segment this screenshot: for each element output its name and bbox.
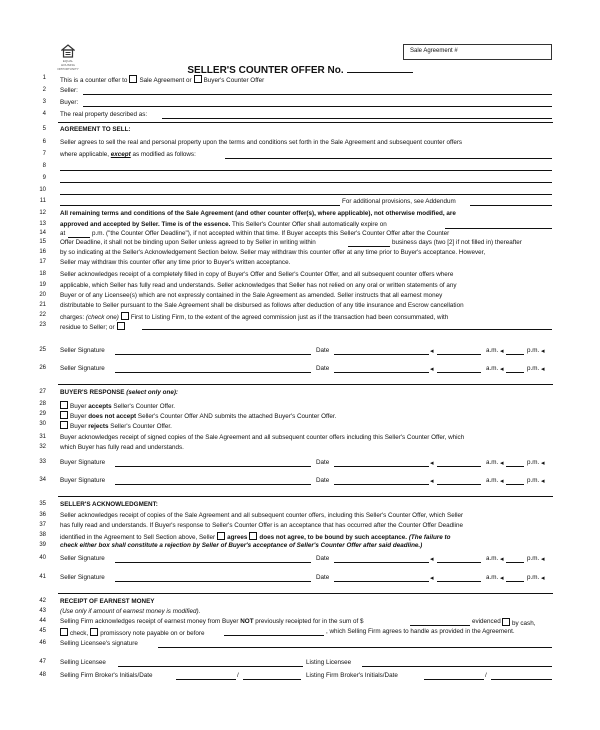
- sum-text: previously receipted for in the sum of $: [255, 618, 364, 625]
- date-label: Date: [316, 365, 330, 372]
- line-36: [0, 512, 600, 521]
- buyer-signature-field-1[interactable]: [115, 466, 311, 467]
- buyer-date-field-1[interactable]: [334, 466, 429, 467]
- modifications-field-3[interactable]: [60, 182, 552, 183]
- listing-licensee-label: Listing Licensee: [306, 659, 352, 666]
- charges-text: charges:: [60, 314, 85, 321]
- date-label: Date: [316, 555, 330, 562]
- seller-ack-ampm-field-2[interactable]: [506, 581, 524, 582]
- promissory-note-checkbox[interactable]: [90, 628, 98, 636]
- line-number: 14: [39, 230, 46, 236]
- buyer-field[interactable]: [83, 106, 552, 107]
- seller-field[interactable]: [83, 94, 552, 95]
- line-number: 38: [39, 532, 46, 538]
- line-number: 20: [39, 292, 46, 298]
- line-number: 32: [39, 444, 46, 450]
- line-number: 21: [39, 302, 46, 308]
- sale-agreement-label: Sale Agreement #: [410, 48, 458, 54]
- buyer-label: Buyer:: [60, 99, 79, 106]
- modified-text: as modified as follows:: [132, 151, 196, 158]
- line-number: 45: [39, 628, 46, 634]
- does-not-agree-text: does not agree, to be bound by such acceptance.: [259, 534, 408, 541]
- selling-broker-date-field[interactable]: [243, 679, 301, 680]
- line-number: 30: [39, 421, 46, 427]
- receipt-text-3: Buyer or of any Licensee(s) which are not expressly contained in the Sale Agreement as amended. Seller instructs that all earnest money: [60, 292, 443, 299]
- line-5: [0, 126, 600, 135]
- first-to-listing-firm-text: First to Listing Firm, to the extent of the agreed commission just as if the transaction had been consummated, with: [130, 314, 449, 321]
- arrow-left-icon: ◂: [541, 575, 545, 582]
- check-checkbox[interactable]: [60, 628, 68, 636]
- line-number: 4: [42, 111, 46, 117]
- buyer-rejects-checkbox[interactable]: [60, 421, 68, 429]
- residue-text: residue to Seller; or: [60, 324, 115, 331]
- modifications-field-5[interactable]: [60, 205, 340, 206]
- seller-ack-date-field-2[interactable]: [334, 581, 429, 582]
- selling-broker-initials-label: Selling Firm Broker's Initials/Date: [60, 672, 153, 679]
- business-days-text: business days (two [2] if not filled in) thereafter: [392, 239, 522, 246]
- seller-label: Seller:: [60, 87, 78, 94]
- line-23: [0, 322, 600, 331]
- seller-ampm-field-1[interactable]: [506, 354, 524, 355]
- pm-label: p.m.: [527, 574, 540, 581]
- arrow-left-icon: ◂: [430, 366, 434, 373]
- line-number: 22: [39, 312, 46, 318]
- line-number: 5: [42, 126, 46, 132]
- logo-caption: EQUAL HOUSING OPPORTUNITY: [57, 59, 79, 71]
- receipt-text-1: Seller acknowledges receipt of a completely filled in copy of Buyer's Offer and Seller's Counter Offer, and all subsequent counter offers where: [60, 271, 454, 278]
- line-19: [0, 282, 600, 291]
- line-7: [0, 151, 600, 160]
- line-number: 37: [39, 522, 46, 528]
- title-text: SELLER'S COUNTER OFFER No.: [187, 65, 344, 76]
- line-number: 43: [39, 608, 46, 614]
- buyer-ack-text-1: Buyer acknowledges receipt of signed copies of the Sale Agreement and all subsequent counter offers including this Seller's Counter Offer, which: [60, 434, 465, 441]
- buyer-signature-label: Buyer Signature: [60, 477, 106, 484]
- seller-ack-text-2: has fully read and understands. If Buyer's response to Seller's Counter Offer is an acceptance that has occurred after the Counter Offer Deadline: [60, 522, 463, 529]
- expire-time-field[interactable]: [68, 237, 90, 238]
- line-number: 47: [39, 659, 46, 665]
- seller-ack-time-field-2[interactable]: [437, 581, 481, 582]
- date-label: Date: [316, 459, 330, 466]
- rejects-text: rejects: [88, 423, 109, 430]
- am-label: a.m.: [486, 347, 499, 354]
- check-text: check,: [70, 630, 89, 637]
- line-number: 16: [39, 249, 46, 255]
- arrow-left-icon: ◂: [500, 478, 504, 485]
- line-16: [0, 249, 600, 258]
- expire-text: This Seller's Counter Offer shall automatically expire on: [231, 221, 387, 228]
- line-2: [0, 87, 600, 96]
- arrow-left-icon: ◂: [430, 575, 434, 582]
- section-divider: [58, 496, 553, 497]
- pm-label: p.m.: [527, 477, 540, 484]
- line-15: [0, 239, 600, 248]
- arrow-left-icon: ◂: [500, 556, 504, 563]
- arrow-left-icon: ◂: [430, 348, 434, 355]
- seller-signature-label: Seller Signature: [60, 555, 105, 562]
- line-3: [0, 99, 600, 108]
- seller-ack-signature-field-2[interactable]: [115, 581, 311, 582]
- cash-checkbox[interactable]: [502, 618, 510, 626]
- buyers-counter-offer-checkbox[interactable]: [194, 75, 202, 83]
- seller-ampm-field-2[interactable]: [506, 372, 524, 373]
- line-number: 18: [39, 271, 46, 277]
- handle-text: , which Selling Firm agrees to handle as provided in the Agreement.: [326, 628, 515, 635]
- line-number: 6: [42, 139, 46, 145]
- line-number: 9: [42, 175, 46, 181]
- seller-ack-signature-field-1[interactable]: [115, 562, 311, 563]
- line-number: 17: [39, 259, 46, 265]
- date-label: Date: [316, 574, 330, 581]
- check-one-text: (check one): [85, 314, 119, 321]
- buyer-ampm-field-1[interactable]: [506, 466, 524, 467]
- line-number: 40: [39, 555, 46, 561]
- line-44: [0, 618, 600, 627]
- other-disbursement-field[interactable]: [142, 329, 552, 330]
- buyer-signature-field-2[interactable]: [115, 484, 311, 485]
- arrow-left-icon: ◂: [430, 460, 434, 467]
- buyers-response-heading: BUYER'S RESPONSE: [60, 389, 125, 396]
- arrow-left-icon: ◂: [541, 460, 545, 467]
- line-11: [0, 198, 600, 207]
- line-17: [0, 259, 600, 268]
- slash-text: /: [237, 672, 239, 679]
- arrow-left-icon: ◂: [541, 478, 545, 485]
- receipt-text-4: distributable to Seller pursuant to the Sale Agreement shall be disbursed as follows after deduction of any title insurance and Escrow cancellation: [60, 302, 464, 309]
- seller-signature-field-1[interactable]: [115, 354, 311, 355]
- selling-licensee-label: Selling Licensee: [60, 659, 106, 666]
- line-number: 12: [39, 210, 46, 216]
- modifications-field-2[interactable]: [60, 170, 552, 171]
- counter-offer-text: Seller's Counter Offer.: [113, 403, 176, 410]
- line-38: [0, 532, 600, 541]
- line-48: [0, 672, 600, 681]
- line-40: [0, 555, 600, 564]
- line-10: [0, 187, 600, 196]
- other-disbursement-checkbox[interactable]: [117, 322, 125, 330]
- seller-ack-date-field-1[interactable]: [334, 562, 429, 563]
- seller-time-field-2[interactable]: [437, 372, 481, 373]
- licensee-signature-field[interactable]: [158, 647, 552, 648]
- seller-date-field-2[interactable]: [334, 372, 429, 373]
- promissory-note-text: promissory note payable on or before: [100, 630, 205, 637]
- line-number: 19: [39, 282, 46, 288]
- line-22: [0, 312, 600, 321]
- line-35: [0, 501, 600, 510]
- line-47: [0, 659, 600, 668]
- selling-licensee-field[interactable]: [118, 666, 303, 667]
- seller-signature-label: Seller Signature: [60, 574, 105, 581]
- addendum-field[interactable]: [470, 205, 552, 206]
- acknowledgement-section-text: by so indicating at the Seller's Acknowledgement Section below. Seller may withdraw this counter offer at any time prior to Buyer's acceptance. However,: [60, 249, 486, 256]
- pm-label: p.m.: [527, 365, 540, 372]
- sale-agreement-checkbox[interactable]: [129, 75, 137, 83]
- line-31: [0, 434, 600, 443]
- am-label: a.m.: [486, 477, 499, 484]
- line-8: [0, 163, 600, 172]
- line-number: 46: [39, 640, 46, 646]
- seller-agrees-checkbox[interactable]: [217, 532, 225, 540]
- buyer-date-field-2[interactable]: [334, 484, 429, 485]
- am-label: a.m.: [486, 365, 499, 372]
- line-26: [0, 365, 600, 374]
- line-number: 33: [39, 459, 46, 465]
- line-number: 29: [39, 411, 46, 417]
- line-number: 2: [42, 87, 46, 93]
- line-34: [0, 477, 600, 486]
- section-divider: [58, 593, 553, 594]
- line-number: 28: [39, 401, 46, 407]
- line-number: 48: [39, 672, 46, 678]
- listing-broker-date-field[interactable]: [491, 679, 552, 680]
- line-number: 23: [39, 322, 46, 328]
- line-32: [0, 444, 600, 453]
- buyer-time-field-2[interactable]: [437, 484, 481, 485]
- buyer-accepts-checkbox[interactable]: [60, 401, 68, 409]
- submits-counter-text: Seller's Counter Offer AND submits the attached Buyer's Counter Offer.: [137, 413, 337, 420]
- arrow-left-icon: ◂: [430, 556, 434, 563]
- licensee-signature-label: Selling Licensee's signature: [60, 640, 138, 647]
- pm-label: p.m.: [527, 555, 540, 562]
- note-due-date-field[interactable]: [224, 635, 324, 636]
- line-number: 3: [42, 99, 46, 105]
- business-days-field[interactable]: [348, 246, 390, 247]
- counter-offer-number-field[interactable]: [347, 64, 413, 73]
- seller-ack-text-1: Seller acknowledges receipt of copies of the Sale Agreement and all subsequent counter offers, including this Seller's Counter Offer, which Seller: [60, 512, 464, 519]
- modifications-field-4[interactable]: [60, 194, 552, 195]
- line-27: [0, 389, 600, 398]
- seller-time-field-1[interactable]: [437, 354, 481, 355]
- line-number: 34: [39, 477, 46, 483]
- equal-housing-logo-icon: [61, 44, 75, 58]
- seller-signature-label: Seller Signature: [60, 365, 105, 372]
- listing-broker-initials-field[interactable]: [424, 679, 484, 680]
- buyer-ack-text-2: which Buyer has fully read and understands.: [60, 444, 184, 451]
- line-number: 31: [39, 434, 46, 440]
- earnest-amount-field[interactable]: [410, 625, 470, 626]
- arrow-left-icon: ◂: [500, 366, 504, 373]
- line-21: [0, 302, 600, 311]
- buyer-signature-label: Buyer Signature: [60, 459, 106, 466]
- section-divider: [58, 384, 553, 385]
- buyer-text: Buyer: [70, 403, 87, 410]
- arrow-left-icon: ◂: [541, 556, 545, 563]
- line-number: 39: [39, 542, 46, 548]
- line-12: [0, 210, 600, 219]
- line-number: 1: [42, 75, 46, 81]
- failure-text: (The failure to: [408, 534, 451, 541]
- by-cash-text: by cash,: [512, 620, 536, 627]
- agrees-text: agrees: [227, 534, 248, 541]
- arrow-left-icon: ◂: [500, 575, 504, 582]
- buyer-does-not-accept-checkbox[interactable]: [60, 411, 68, 419]
- arrow-left-icon: ◂: [430, 478, 434, 485]
- line-14: [0, 230, 600, 239]
- pm-label: p.m.: [527, 459, 540, 466]
- arrow-left-icon: ◂: [500, 348, 504, 355]
- addendum-label: For additional provisions, see Addendum: [342, 198, 456, 205]
- deadline-text: p.m. ("the Counter Offer Deadline"), if not accepted within that time. If Buyer accepts this Seller's Counter Offer after the Counter: [92, 230, 450, 237]
- agreement-text: Seller agrees to sell the real and personal property upon the terms and conditions set forth in the Sale Agreement and subsequent counter offers: [60, 139, 463, 146]
- line-13: [0, 221, 600, 230]
- seller-signature-field-2[interactable]: [115, 372, 311, 373]
- line-number: 10: [39, 187, 46, 193]
- line-9: [0, 175, 600, 184]
- seller-ack-time-field-1[interactable]: [437, 562, 481, 563]
- line-30: [0, 421, 600, 430]
- buyers-counter-offer-label: Buyer's Counter Offer: [203, 77, 265, 84]
- date-label: Date: [316, 347, 330, 354]
- arrow-left-icon: ◂: [541, 348, 545, 355]
- am-label: a.m.: [486, 555, 499, 562]
- first-to-listing-firm-checkbox[interactable]: [121, 312, 129, 320]
- line-33: [0, 459, 600, 468]
- line-25: [0, 347, 600, 356]
- line-number: 26: [39, 365, 46, 371]
- sale-agreement-number-field[interactable]: [403, 44, 552, 60]
- where-applicable-text: where applicable,: [60, 151, 110, 158]
- selling-broker-initials-field[interactable]: [176, 679, 236, 680]
- not-text: NOT: [240, 618, 254, 625]
- selling-firm-text: Selling Firm acknowledges receipt of earnest money from Buyer: [60, 618, 239, 625]
- buyer-text: Buyer: [70, 413, 87, 420]
- select-only-one-text: (select only one):: [126, 389, 179, 396]
- sale-agreement-label: Sale Agreement or: [139, 77, 192, 84]
- buyer-ampm-field-2[interactable]: [506, 484, 524, 485]
- counter-offer-to-label: This is a counter offer to: [60, 77, 128, 84]
- pm-label: p.m.: [527, 347, 540, 354]
- line-42: [0, 598, 600, 607]
- line-number: 36: [39, 512, 46, 518]
- line-45: [0, 628, 600, 637]
- identified-text: identified in the Agreement to Sell Section above, Seller: [60, 534, 216, 541]
- line-28: [0, 401, 600, 410]
- buyer-time-field-1[interactable]: [437, 466, 481, 467]
- line-4: [0, 111, 600, 120]
- seller-signature-label: Seller Signature: [60, 347, 105, 354]
- slash-text: /: [485, 672, 487, 679]
- at-text: at: [60, 230, 66, 237]
- line-number: 41: [39, 574, 46, 580]
- line-number: 13: [39, 221, 46, 227]
- seller-does-not-agree-checkbox[interactable]: [249, 532, 257, 540]
- line-number: 42: [39, 598, 46, 604]
- line-37: [0, 522, 600, 531]
- line-6: [0, 139, 600, 148]
- line-1: [0, 75, 600, 84]
- agreement-to-sell-heading: AGREEMENT TO SELL:: [60, 126, 131, 133]
- line-number: 25: [39, 347, 46, 353]
- receipt-text-2: applicable, which Seller has fully read and understands. Seller acknowledges that Seller has not relied on any oral or written statements of any: [60, 282, 457, 289]
- line-number: 8: [42, 163, 46, 169]
- accepts-text: accepts: [88, 403, 112, 410]
- arrow-left-icon: ◂: [541, 366, 545, 373]
- line-number: 27: [39, 389, 46, 395]
- listing-licensee-field[interactable]: [362, 666, 552, 667]
- line-43: [0, 608, 600, 617]
- modifications-field-1[interactable]: [225, 158, 552, 159]
- withdraw-text: Seller may withdraw this counter offer any time prior to Buyer's written acceptance.: [60, 259, 291, 266]
- am-label: a.m.: [486, 459, 499, 466]
- line-41: [0, 574, 600, 583]
- line-18: [0, 271, 600, 280]
- listing-broker-initials-label: Listing Firm Broker's Initials/Date: [306, 672, 398, 679]
- does-not-accept-text: does not accept: [88, 413, 137, 420]
- line-number: 15: [39, 239, 46, 245]
- line-number: 35: [39, 501, 46, 507]
- rejection-text: check either box shall constitute a rejection by Seller of Buyer's acceptance of Seller's Counter Offer after said deadline.): [60, 542, 423, 549]
- line-39: [0, 542, 600, 551]
- evidenced-text: evidenced: [472, 618, 501, 625]
- date-label: Date: [316, 477, 330, 484]
- binding-text: Offer Deadline, it shall not be binding upon Seller unless agreed to by Seller in writing within: [60, 239, 316, 246]
- sellers-acknowledgment-heading: SELLER'S ACKNOWLEDGMENT:: [60, 501, 158, 508]
- except-text: except: [110, 151, 131, 158]
- remaining-terms-text: All remaining terms and conditions of the Sale Agreement (and other counter offer(s), where applicable), not otherwise modified, are: [60, 210, 456, 217]
- line-number: 11: [39, 198, 46, 204]
- am-label: a.m.: [486, 574, 499, 581]
- arrow-left-icon: ◂: [500, 460, 504, 467]
- earnest-money-heading: RECEIPT OF EARNEST MONEY: [60, 598, 155, 605]
- seller-ack-ampm-field-1[interactable]: [506, 562, 524, 563]
- property-label: The real property described as:: [60, 111, 148, 118]
- buyer-text: Buyer: [70, 423, 87, 430]
- time-essence-text: approved and accepted by Seller. Time is of the essence.: [60, 221, 231, 228]
- property-field[interactable]: [162, 118, 552, 119]
- line-number: 7: [42, 151, 46, 157]
- expire-date-field[interactable]: [445, 228, 552, 229]
- line-29: [0, 411, 600, 420]
- counter-offer-text: Seller's Counter Offer.: [110, 423, 172, 430]
- line-20: [0, 292, 600, 301]
- use-only-text: (Use only if amount of earnest money is modified).: [60, 608, 201, 615]
- line-46: [0, 640, 600, 649]
- section-divider: [58, 122, 553, 123]
- seller-date-field-1[interactable]: [334, 354, 429, 355]
- line-number: 44: [39, 618, 46, 624]
